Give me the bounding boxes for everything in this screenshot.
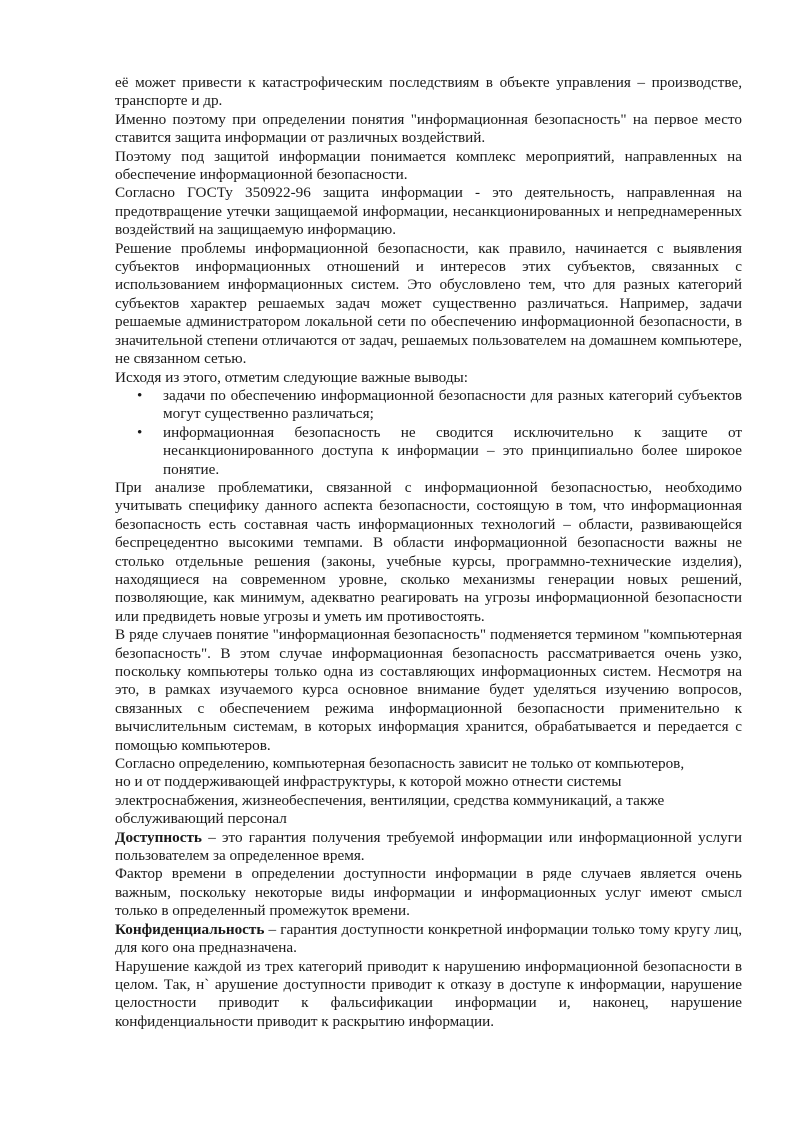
paragraph: Именно поэтому при определении понятия "информационная безопасность" на первое место ставится защита информации от различных воздействий. <box>115 110 742 147</box>
paragraph: Решение проблемы информационной безопасности, как правило, начинается с выявления субъектов информационных отношений и интересов этих субъектов, связанных с использованием информационных систем. Это обусловлено тем, что для разных категорий субъектов характер решаемых задач может существенно различаться. Например, задачи решаемые администратором локальной сети по обеспечению информационной безопасности, в значительной степени отличаются от задач, решаемых пользователем на домашнем компьютере, не связанном сетью. <box>115 239 742 368</box>
list-item <box>115 387 742 424</box>
document-page <box>115 74 742 1031</box>
paragraph: Нарушение каждой из трех категорий приводит к нарушению информационной безопасности в целом. Так, н` арушение доступности приводит к отказу в доступе к информации, нарушение целостности приводит к фальсификации информации и, наконец, нарушение конфиденциальности приводит к раскрытию информации. <box>115 957 742 1030</box>
paragraph: Исходя из этого, отметим следующие важные выводы: <box>115 368 468 386</box>
definition-text: – это гарантия получения требуемой информации или информационной услуги пользователем за определенное время. <box>115 828 742 865</box>
paragraph: её может привести к катастрофическим последствиям в объекте управления – производстве, транспорте и др. <box>115 74 742 110</box>
term-confidentiality: Конфиденциальность <box>115 920 265 938</box>
list-item <box>115 424 742 479</box>
text-line: обслуживающий персонал <box>115 810 287 828</box>
definition-text: – гарантия доступности конкретной информации только тому кругу лиц, для кого она предназначена. <box>115 920 742 957</box>
text-line: электроснабжения, жизнеобеспечения, вентиляции, средства коммуникаций, а также <box>115 791 665 809</box>
paragraph: Согласно ГОСТу 350922-96 защита информации - это деятельность, направленная на предотвращение утечки защищаемой информации, несанкционированных и непреднамеренных воздействий на защищаемую информацию. <box>115 184 742 239</box>
text-line: Согласно определению, компьютерная безопасность зависит не только от компьютеров, <box>115 755 685 773</box>
list-item-text: задачи по обеспечению информационной безопасности для разных категорий субъектов могут существенно различаться; <box>163 386 742 423</box>
list-item-text: информационная безопасность не сводится исключительно к защите от несанкционированного доступа к информации – это принципиально более широкое понятие. <box>163 423 742 478</box>
paragraph: Фактор времени в определении доступности информации в ряде случаев является очень важным, поскольку некоторые виды информации и информационных услуг имеют смысл только в определенный промежуток времени. <box>115 865 742 920</box>
conclusions-list <box>115 387 742 479</box>
paragraph: При анализе проблематики, связанной с информационной безопасностью, необходимо учитывать специфику данного аспекта безопасности, состоящую в том, что информационная безопасность есть составная часть информационных технологий – области, развивающейся беспрецедентно высокими темпами. В области информационной безопасности важны не столько отдельные решения (законы, учебные курсы, программно-технические изделия), находящиеся на современном уровне, сколько механизмы генерации новых решений, позволяющие, как минимум, адекватно реагировать на угрозы информационной безопасности или предвидеть новые угрозы и уметь им противостоять. <box>115 478 742 625</box>
paragraph-confidentiality <box>115 921 742 958</box>
text-line: но и от поддерживающей инфраструктуры, к которой можно отнести системы <box>115 773 622 791</box>
bullet-icon: • <box>137 423 143 441</box>
term-availability: Доступность <box>115 828 202 846</box>
paragraph-availability <box>115 829 742 866</box>
paragraph: Поэтому под защитой информации понимается комплекс мероприятий, направленных на обеспечение информационной безопасности. <box>115 147 742 184</box>
paragraph: В ряде случаев понятие "информационная безопасность" подменяется термином "компьютерная безопасность". В этом случае информационная безопасность рассматривается очень узко, поскольку компьютеры только одна из составляющих информационных систем. Несмотря на это, в рамках изучаемого курса основное внимание будет уделяться изучению вопросов, связанных с обеспечением режима информационной безопасности применительно к вычислительным системам, в которых информация хранится, обрабатывается и передается с помощью компьютеров. <box>115 626 742 754</box>
paragraph-infrastructure <box>115 755 742 829</box>
bullet-icon: • <box>137 386 143 404</box>
